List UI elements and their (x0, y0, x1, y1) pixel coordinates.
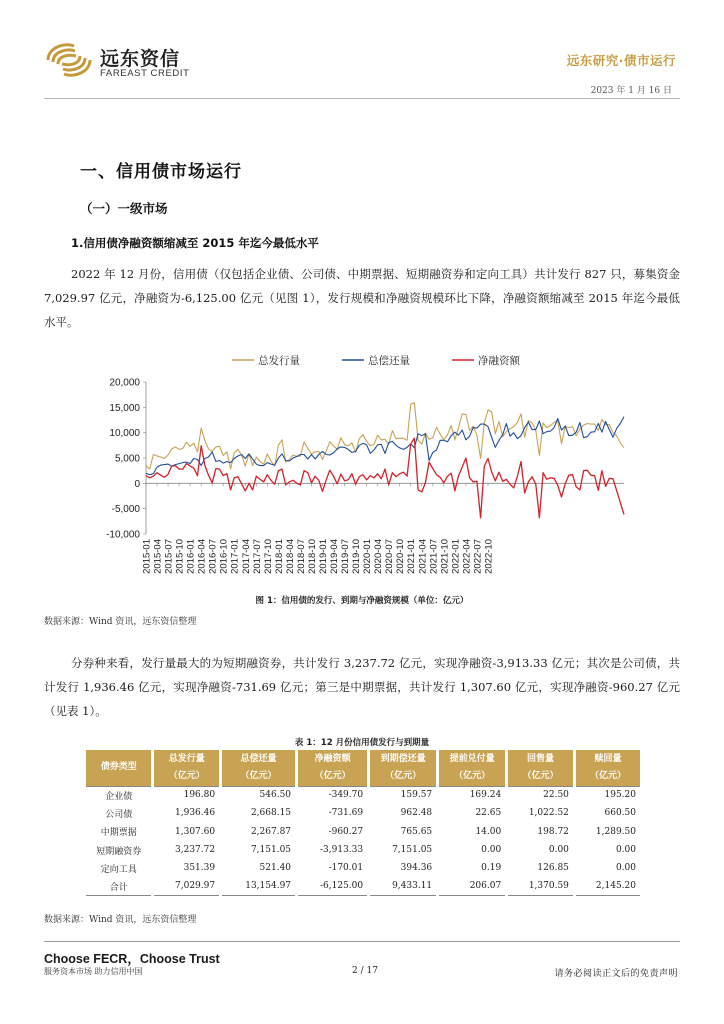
y-tick-label: 5,000 (114, 453, 140, 465)
table-total-row (86, 877, 640, 895)
issuance-table (86, 750, 640, 896)
legend-label: 总偿还量 (368, 355, 410, 367)
cell: 198.72 (507, 823, 575, 841)
x-tick-label: 2015-04 (152, 539, 164, 574)
x-tick-label: 2018-01 (273, 539, 285, 574)
cell: 0.00 (507, 841, 575, 859)
x-tick-label: 2020-10 (395, 539, 407, 574)
table-header-row (86, 750, 640, 786)
figure-caption: 图 1：信用债的发行、到期与净融资规模（单位：亿元） (255, 596, 469, 606)
cell: 126.85 (507, 859, 575, 877)
cell: -3,913.33 (297, 841, 369, 859)
footer-divider (44, 941, 680, 942)
cell: 22.50 (507, 786, 575, 804)
cell: -170.01 (297, 859, 369, 877)
cell: -960.27 (297, 823, 369, 841)
y-tick-label: 20,000 (109, 377, 140, 389)
x-tick-label: 2017-07 (251, 539, 263, 574)
table-caption: 表 1：12 月份信用债发行与到期量 (294, 738, 430, 748)
table-row (86, 859, 640, 877)
x-tick-label: 2022-10 (483, 539, 495, 574)
credit-bond-chart (82, 346, 642, 592)
cell: 1,022.52 (507, 804, 575, 822)
x-tick-label: 2020-04 (373, 539, 385, 574)
cell: 7,151.05 (369, 841, 438, 859)
col-header-putback: 回售量 （亿元） (507, 750, 575, 786)
series-line-1 (146, 403, 624, 469)
x-tick-label: 2016-10 (218, 539, 230, 574)
x-tick-label: 2022-04 (461, 539, 473, 574)
series-line-2 (146, 417, 624, 475)
x-tick-label: 2019-04 (329, 539, 341, 574)
x-tick-label: 2019-01 (317, 539, 329, 574)
x-tick-label: 2020-01 (362, 539, 374, 574)
cell: 14.00 (438, 823, 507, 841)
col-header-net-financing: 净融资额 （亿元） (297, 750, 369, 786)
x-tick-label: 2019-07 (340, 539, 352, 574)
cell: 7,029.97 (153, 877, 221, 895)
section-heading: 一、信用债市场运行 (80, 162, 242, 182)
cell: 660.50 (604, 808, 636, 819)
disclaimer-link[interactable]: 请务必阅读正文后的免责声明 (554, 969, 678, 979)
page-number: 2 / 17 (352, 966, 378, 976)
cell: 1,307.60 (153, 823, 221, 841)
logo-english-name: FAREAST CREDIT (100, 68, 190, 79)
legend-label: 净融资额 (478, 355, 520, 367)
col-header-early-redemption: 提前兑付量 （亿元） (438, 750, 507, 786)
x-tick-label: 2021-10 (439, 539, 451, 574)
cell: 2,145.20 (574, 877, 640, 895)
table-row (86, 804, 640, 822)
col-header-issuance: 总发行量 （亿元） (153, 750, 221, 786)
cell: 7,151.05 (221, 841, 297, 859)
cell: 9,433.11 (369, 877, 438, 895)
cell: 351.39 (153, 859, 221, 877)
x-tick-label: 2022-07 (472, 539, 484, 574)
cell: 3,237.72 (153, 841, 221, 859)
x-tick-label: 2021-04 (417, 539, 429, 574)
legend-label: 总发行量 (258, 355, 300, 367)
logo-mark-icon (44, 40, 94, 80)
header-divider (44, 98, 680, 99)
col-header-maturity: 到期偿还量 （亿元） (369, 750, 438, 786)
table-row (86, 823, 640, 841)
cell: 765.65 (369, 823, 438, 841)
cell: -731.69 (297, 804, 369, 822)
cell: 22.65 (438, 804, 507, 822)
cell: 0.00 (615, 863, 636, 874)
cell: 195.20 (574, 786, 640, 804)
y-tick-label: 15,000 (109, 402, 140, 414)
cell: 0.19 (438, 859, 507, 877)
cell: 1,289.50 (595, 826, 636, 837)
report-date: 2023 年 1 月 16 日 (590, 86, 672, 96)
col-header-repayment: 总偿还量 （亿元） (221, 750, 297, 786)
x-tick-label: 2015-01 (141, 539, 153, 574)
footer-slogan: Choose FECR，Choose Trust (44, 952, 220, 966)
y-tick-label: 10,000 (109, 428, 140, 440)
report-series: 远东研究·债市运行 (566, 53, 676, 68)
col-header-type: 债券类型 (86, 750, 153, 786)
cell: 定向工具 (86, 859, 153, 877)
cell: 159.57 (369, 786, 438, 804)
cell: 2,267.87 (221, 823, 297, 841)
series-line-3 (146, 438, 624, 518)
cell: 2,668.15 (221, 804, 297, 822)
cell: 521.40 (221, 859, 297, 877)
cell: 合计 (86, 877, 153, 895)
subsection-heading: （一）一级市场 (80, 201, 168, 216)
x-tick-label: 2017-01 (229, 539, 241, 574)
paragraph-issuance-summary: 2022 年 12 月份，信用债（仅包括企业债、公司债、中期票据、短期融资券和定向工具）共计发行 827 只，募集资金 7,029.97 亿元，净融资为-6,125.00 亿元（见图 1），发行规模和净融资规模环比下降，净融资额缩减至 2015 年迄今最低水平。 (44, 267, 680, 329)
x-tick-label: 2019-10 (351, 539, 363, 574)
x-tick-label: 2017-04 (240, 539, 252, 574)
x-tick-label: 2016-07 (207, 539, 219, 574)
x-tick-label: 2017-10 (262, 539, 274, 574)
x-tick-label: 2020-07 (384, 539, 396, 574)
cell: 0.00 (438, 841, 507, 859)
x-tick-label: 2016-04 (196, 539, 208, 574)
col-header-call: 赎回量 （亿元） (574, 750, 640, 786)
x-tick-label: 2018-10 (306, 539, 318, 574)
cell: 公司债 (86, 804, 153, 822)
y-tick-label: -5,000 (111, 504, 140, 516)
x-tick-label: 2015-07 (163, 539, 175, 574)
table-source: 数据来源：Wind 资讯，远东资信整理 (44, 915, 197, 925)
y-tick-label: 0 (134, 478, 140, 490)
paragraph-by-type: 分券种来看，发行量最大的为短期融资券，共计发行 3,237.72 亿元，实现净融资-3,913.33 亿元；其次是公司债，共计发行 1,936.46 亿元，实现净融资-731.69 亿元；第三是中期票据，共计发行 1,307.60 亿元，实现净融资-960.27 亿元（见表 1）。 (44, 656, 680, 718)
cell: 1,370.59 (507, 877, 575, 895)
cell: 1,936.46 (153, 804, 221, 822)
cell: 短期融资券 (86, 841, 153, 859)
x-tick-label: 2016-01 (185, 539, 197, 574)
cell: 546.50 (221, 786, 297, 804)
table-row (86, 786, 640, 804)
x-tick-label: 2015-10 (174, 539, 186, 574)
table-row (86, 841, 640, 859)
figure-source: 数据来源：Wind 资讯，远东资信整理 (44, 617, 197, 627)
x-tick-label: 2018-04 (284, 539, 296, 574)
cell: 206.07 (438, 877, 507, 895)
cell: 169.24 (438, 786, 507, 804)
cell: -6,125.00 (297, 877, 369, 895)
y-tick-label: -10,000 (106, 529, 140, 541)
cell: 中期票据 (86, 823, 153, 841)
topic-heading: 1.信用债净融资额缩减至 2015 年迄今最低水平 (71, 236, 319, 250)
cell: 0.00 (615, 845, 636, 856)
cell: 13,154.97 (221, 877, 297, 895)
footer-sub-slogan: 服务资本市场 助力信用中国 (44, 967, 143, 976)
company-logo (44, 40, 214, 80)
x-tick-label: 2018-07 (295, 539, 307, 574)
cell: 394.36 (369, 859, 438, 877)
x-tick-label: 2021-07 (428, 539, 440, 574)
cell: 962.48 (369, 804, 438, 822)
cell: 196.80 (153, 786, 221, 804)
x-tick-label: 2022-01 (450, 539, 462, 574)
cell: 企业债 (86, 786, 153, 804)
logo-chinese-name: 远东资信 (100, 48, 181, 70)
x-tick-label: 2021-01 (406, 539, 418, 574)
cell: -349.70 (297, 786, 369, 804)
